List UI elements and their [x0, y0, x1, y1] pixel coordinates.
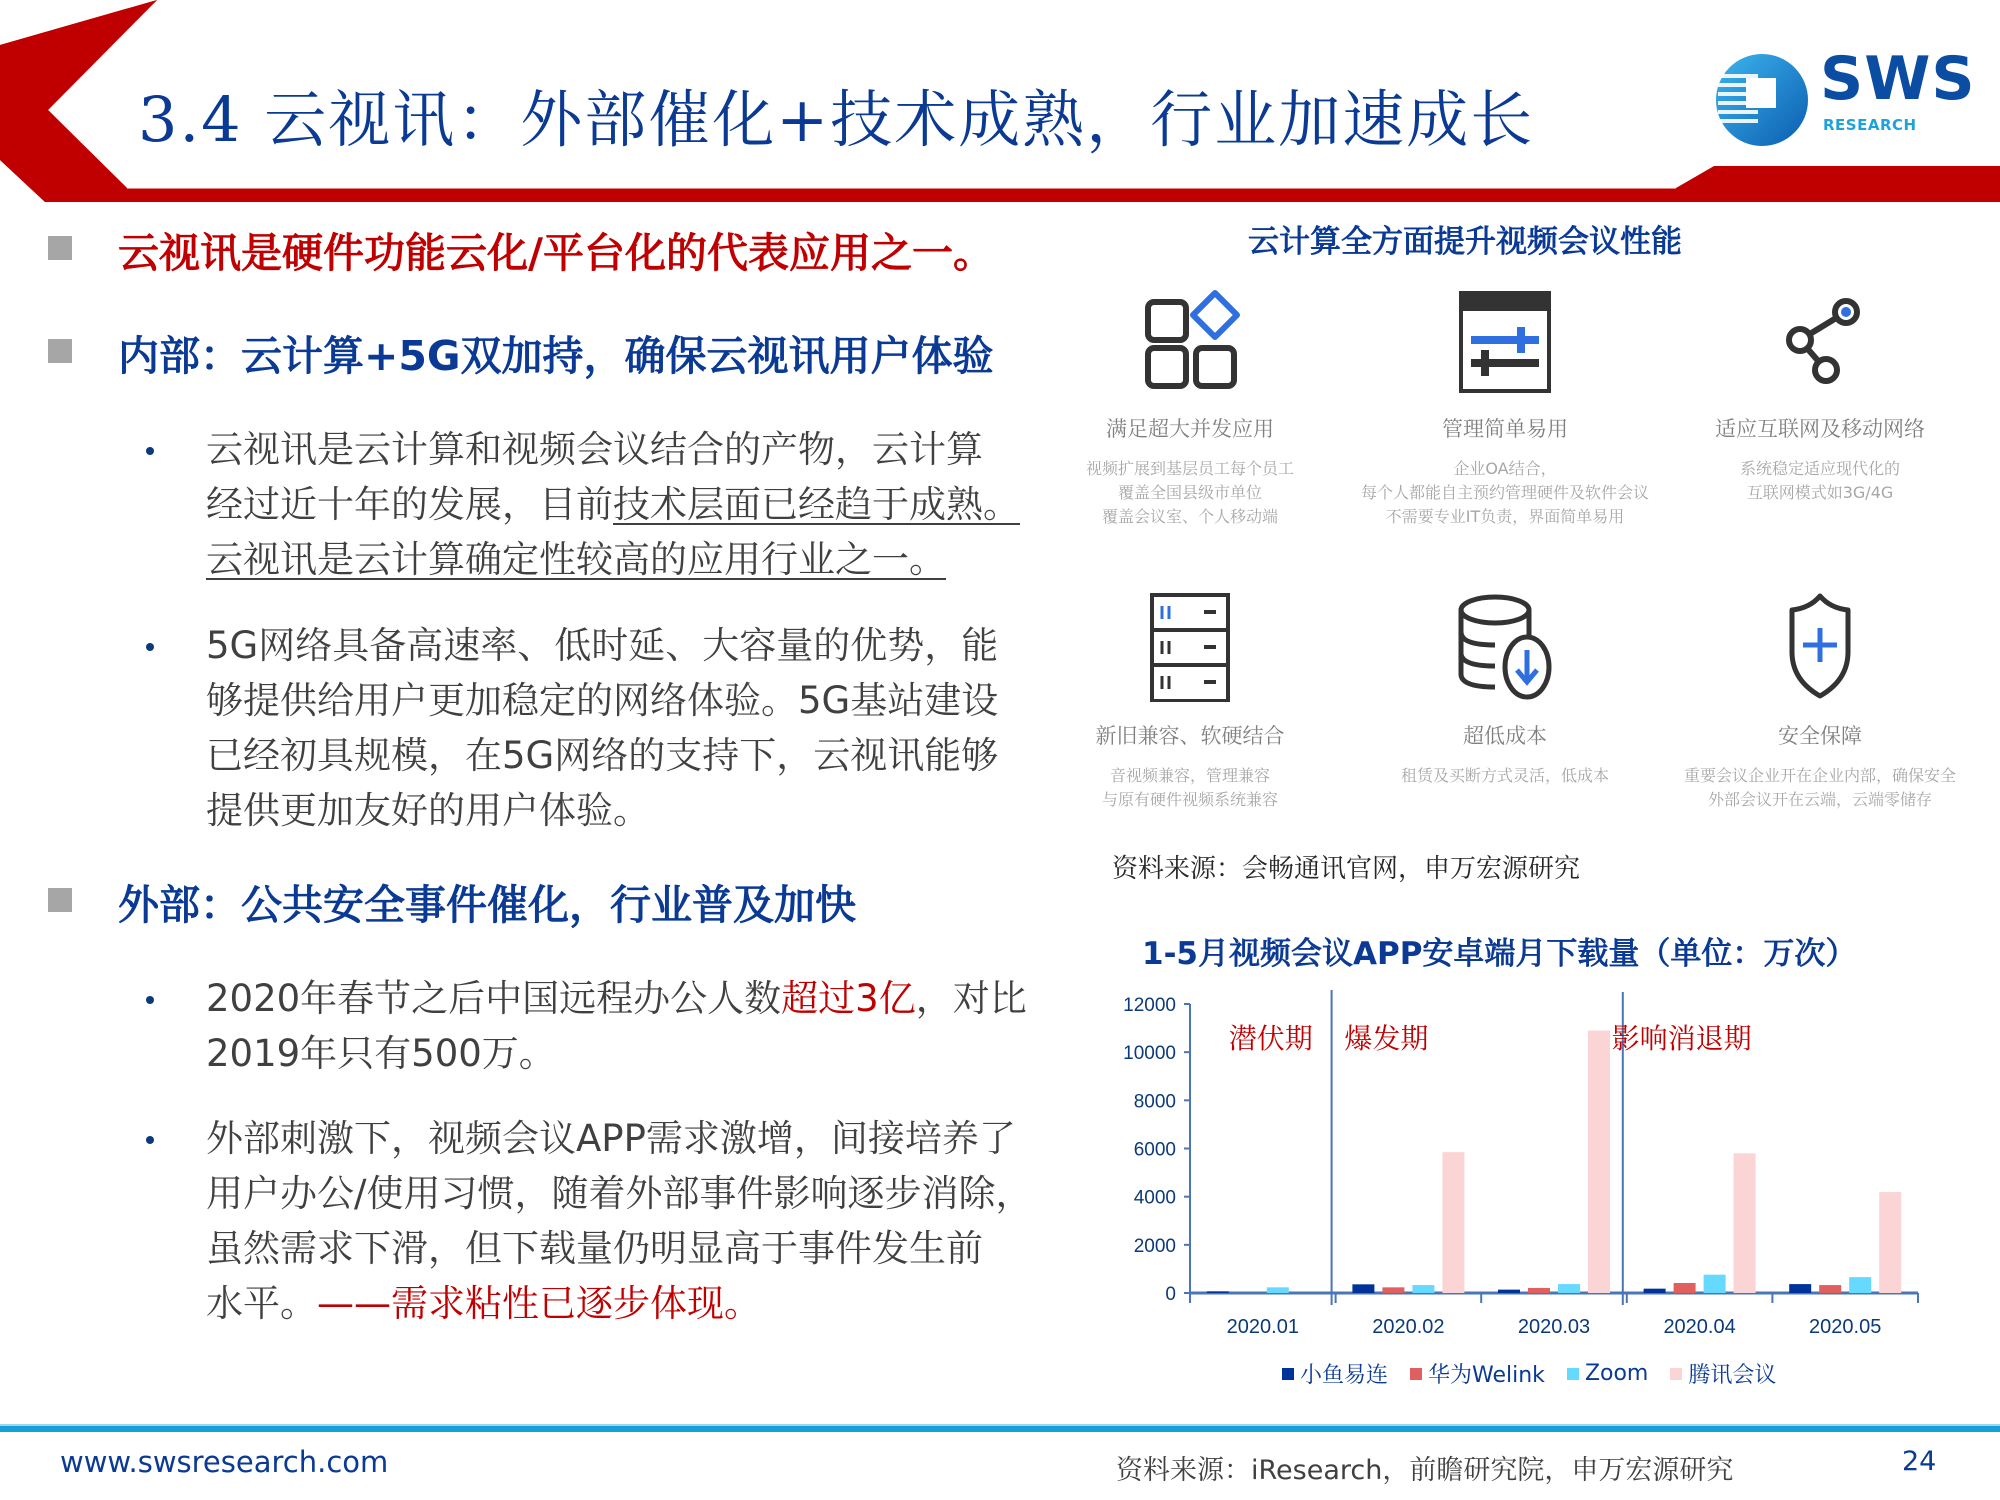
period-annotation: 潜伏期: [1228, 1022, 1313, 1055]
sws-research-logo: [1712, 44, 1976, 150]
text-line: 够提供给用户更加稳定的网络体验。5G基站建设: [206, 679, 999, 722]
y-tick-label: 6000: [1133, 1139, 1176, 1161]
desc-line: 系统稳定适应现代化的: [1739, 459, 1900, 478]
text-line: 用户办公/使用习惯，随着外部事件影响逐步消除，: [206, 1172, 1033, 1215]
legend-swatch-icon: [1567, 1368, 1579, 1380]
sws-logo-mark-icon: [1712, 50, 1812, 150]
bar: [1498, 1290, 1520, 1293]
x-tick-label: 2020.02: [1372, 1316, 1445, 1338]
feature-easy-management: [1355, 290, 1655, 529]
bar-chart: [1100, 980, 2000, 1400]
desc-line: 与原有硬件视频系统兼容: [1101, 790, 1278, 809]
text-line: 虽然需求下滑，但下载量仍明显高于事件发生前: [206, 1227, 983, 1270]
shield-plus-icon: [1770, 592, 1870, 702]
bar: [1674, 1283, 1696, 1293]
legend-label: 华为Welink: [1428, 1363, 1545, 1388]
legend-item: [1410, 1358, 1545, 1389]
feature-low-cost: [1355, 592, 1655, 788]
x-tick-label: 2020.04: [1663, 1316, 1736, 1338]
text-line: 云视讯是云计算和视频会议结合的产物，云计算: [206, 428, 983, 471]
bar: [1819, 1285, 1841, 1293]
text-underlined: 云视讯是云计算确定性较高的应用行业之一。: [206, 538, 946, 581]
period-annotation: 爆发期: [1344, 1022, 1429, 1055]
section-heading-2: 内部：云计算+5G双加持，确保云视讯用户体验: [118, 332, 994, 380]
legend-swatch-icon: [1282, 1368, 1294, 1380]
text-highlight: 超过3亿: [781, 977, 916, 1020]
bullet-paragraph-1: [206, 422, 1086, 587]
legend-label: Zoom: [1584, 1361, 1649, 1386]
x-tick-label: 2020.05: [1809, 1316, 1882, 1338]
bar: [1734, 1153, 1756, 1293]
feature-description: [1040, 764, 1340, 812]
feature-concurrency: [1040, 290, 1340, 529]
y-tick-label: 12000: [1123, 995, 1176, 1016]
apps-grid-icon: [1140, 290, 1240, 395]
legend-swatch-icon: [1670, 1368, 1682, 1380]
text-line: 2019年只有500万。: [206, 1032, 556, 1075]
bullet-dot-icon: [146, 996, 154, 1004]
feature-network-adaptation: [1670, 290, 1970, 505]
desc-line: 视频扩展到基层员工每个员工: [1085, 459, 1294, 478]
text-highlight: ——需求粘性已逐步体现。: [317, 1282, 761, 1325]
section-bullet-icon: [48, 236, 72, 260]
text-line: 5G网络具备高速率、低时延、大容量的优势，能: [206, 624, 999, 667]
y-tick-label: 2000: [1133, 1235, 1176, 1257]
section-heading-3: 外部：公共安全事件催化，行业普及加快: [118, 881, 856, 929]
legend-label: 腾讯会议: [1688, 1363, 1777, 1388]
y-tick-label: 4000: [1133, 1187, 1176, 1209]
section-heading-1: 云视讯是硬件功能云化/平台化的代表应用之一。: [118, 229, 994, 277]
database-download-icon: [1455, 592, 1555, 702]
feature-description: [1040, 457, 1340, 529]
section-bullet-icon: [48, 888, 72, 912]
sliders-window-icon: [1455, 290, 1555, 395]
desc-line: 音视频兼容，管理兼容: [1109, 766, 1270, 785]
bar: [1382, 1287, 1404, 1293]
feature-name: 适应互联网及移动网络: [1715, 417, 1925, 441]
feature-description: [1355, 457, 1655, 529]
logo-subtitle: RESEARCH: [1823, 116, 1917, 134]
bar: [1849, 1277, 1871, 1293]
text-plain: 2020年春节之后中国远程办公人数: [206, 977, 782, 1020]
desc-line: 互联网模式如3G/4G: [1746, 483, 1894, 502]
footer-divider: [0, 1424, 2000, 1432]
y-tick-label: 10000: [1123, 1043, 1176, 1065]
feature-description: [1670, 457, 1970, 505]
legend-swatch-icon: [1410, 1368, 1422, 1380]
chart-title: 1-5月视频会议APP安卓端月下载量（单位：万次）: [1142, 936, 1857, 972]
legend-item: [1670, 1358, 1776, 1389]
desc-line: 覆盖全国县级市单位: [1117, 483, 1262, 502]
bar: [1267, 1287, 1289, 1293]
text-plain: 经过近十年的发展，目前: [206, 483, 613, 526]
text-line: [206, 1276, 1086, 1331]
desc-line: 重要会议企业开在企业内部，确保安全: [1683, 766, 1956, 785]
bullet-dot-icon: [146, 643, 154, 651]
bar: [1644, 1289, 1666, 1293]
panel-title: 云计算全方面提升视频会议性能: [1248, 224, 1682, 260]
desc-line: 租赁及买断方式灵活，低成本: [1400, 766, 1609, 785]
feature-name: 新旧兼容、软硬结合: [1095, 724, 1285, 748]
bar: [1528, 1288, 1550, 1293]
desc-line: 覆盖会议室、个人移动端: [1101, 507, 1278, 526]
bar: [1588, 1030, 1610, 1293]
x-tick-label: 2020.03: [1517, 1316, 1591, 1338]
feature-name: 满足超大并发应用: [1106, 417, 1274, 441]
period-annotation: 影响消退期: [1611, 1022, 1752, 1055]
bullet-paragraph-4: [206, 1111, 1086, 1331]
bullet-dot-icon: [146, 447, 154, 455]
y-tick-label: 8000: [1133, 1091, 1176, 1113]
text-line: 提供更加友好的用户体验。: [206, 789, 650, 832]
bar: [1442, 1152, 1464, 1293]
footer-website-link[interactable]: www.swsresearch.com: [60, 1445, 389, 1479]
text-line: [206, 971, 1086, 1026]
server-rack-icon: [1140, 592, 1240, 702]
x-tick-label: 2020.01: [1226, 1316, 1299, 1338]
feature-security: [1670, 592, 1970, 812]
feature-name: 安全保障: [1778, 724, 1862, 748]
bar: [1412, 1285, 1434, 1293]
page-title: 3.4 云视讯：外部催化+技术成熟，行业加速成长: [138, 83, 1535, 156]
bullet-paragraph-3: [206, 971, 1086, 1081]
logo-wordmark: SWS: [1820, 44, 1976, 114]
section-bullet-icon: [48, 339, 72, 363]
panel-source-note: 资料来源：会畅通讯官网，申万宏源研究: [1112, 854, 1581, 884]
desc-line: 不需要专业IT负责，界面简单易用: [1385, 507, 1625, 526]
bar: [1879, 1192, 1901, 1293]
feature-description: [1355, 764, 1655, 788]
bar: [1558, 1284, 1580, 1293]
text-line: 外部刺激下，视频会议APP需求激增，间接培养了: [206, 1117, 1016, 1160]
feature-name: 超低成本: [1463, 724, 1547, 748]
bullet-dot-icon: [146, 1136, 154, 1144]
text-line: [206, 477, 1086, 532]
legend-item: [1567, 1361, 1648, 1386]
chart-legend: [1282, 1358, 1776, 1389]
bar: [1789, 1284, 1811, 1293]
feature-description: [1670, 764, 1970, 812]
bar: [1207, 1291, 1229, 1293]
page-number: 24: [1902, 1446, 1937, 1477]
text-line: 已经初具规模，在5G网络的支持下，云视讯能够: [206, 734, 999, 777]
text-plain: ，对比: [915, 977, 1027, 1020]
feature-name: 管理简单易用: [1442, 417, 1568, 441]
footer-source-note: 资料来源：iResearch，前瞻研究院，申万宏源研究: [1116, 1455, 1734, 1486]
text-plain: 水平。: [206, 1282, 317, 1325]
share-network-icon: [1770, 290, 1870, 395]
bullet-paragraph-2: [206, 618, 1086, 838]
legend-label: 小鱼易连: [1300, 1363, 1389, 1388]
y-tick-label: 0: [1165, 1284, 1176, 1305]
bar: [1704, 1275, 1726, 1293]
text-underlined: 技术层面已经趋于成熟。: [613, 483, 1020, 526]
legend-item: [1282, 1358, 1388, 1389]
bar: [1352, 1284, 1374, 1293]
feature-compatibility: [1040, 592, 1340, 812]
desc-line: 每个人都能自主预约管理硬件及软件会议: [1360, 483, 1649, 502]
desc-line: 外部会议开在云端，云端零储存: [1707, 790, 1932, 809]
desc-line: 企业OA结合，: [1453, 459, 1557, 478]
